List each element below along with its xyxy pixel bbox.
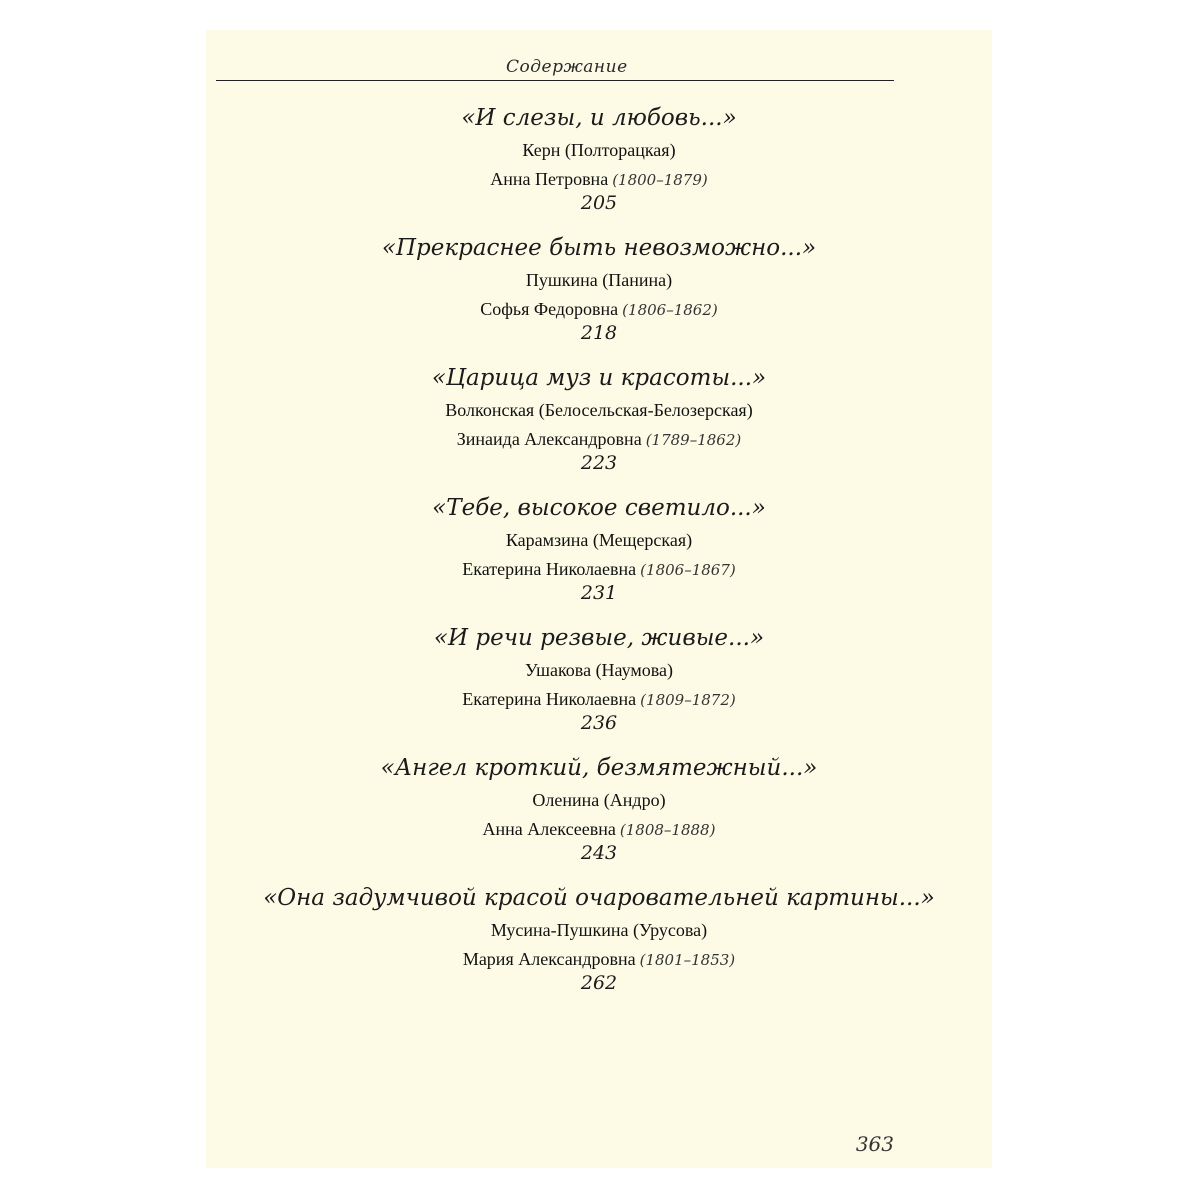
toc-entry [206,360,992,490]
entry-surname: Мусина-Пушкина (Урусова) [490,920,708,940]
entry-epigraph: «И слезы, и любовь...» [461,105,737,131]
entry-years: (1808–1888) [619,821,716,839]
header-rule [216,80,894,81]
entry-years: (1806–1862) [622,301,718,319]
entry-surname: Керн (Полторацкая) [522,140,676,160]
entry-page-number: 218 [580,322,618,344]
entry-surname: Ушакова (Наумова) [524,660,674,680]
entry-surname: Оленина (Андро) [532,790,666,810]
toc-entry [206,230,992,360]
entry-page-number: 205 [580,192,618,214]
entry-page-number: 236 [580,712,618,734]
entry-years: (1806–1867) [640,561,736,579]
table-of-contents [206,100,992,1010]
entry-epigraph: «Прекраснее быть невозможно...» [381,235,817,261]
entry-epigraph: «Ангел кроткий, безмятежный...» [380,755,818,781]
given-name-text: Екатерина Николаевна [462,559,637,579]
folio-page-number: 363 [855,1132,894,1156]
given-name-text: Зинаида Александровна [456,429,642,449]
toc-entry [206,880,992,1010]
book-page [206,30,992,1168]
given-name-text: Софья Федоровна [480,299,619,319]
entry-given-name [206,684,992,714]
entry-surname: Пушкина (Панина) [525,270,673,290]
toc-entry [206,100,992,230]
entry-years: (1809–1872) [640,691,736,709]
entry-epigraph: «Она задумчивой красой очаровательней картины...» [263,885,935,911]
toc-entry [206,750,992,880]
entry-given-name [206,294,992,324]
entry-page-number: 262 [580,972,618,994]
entry-years: (1789–1862) [645,431,742,449]
entry-epigraph: «И речи резвые, живые...» [433,625,765,651]
toc-entry [206,490,992,620]
entry-surname: Волконская (Белосельская-Белозерская) [445,400,753,420]
entry-page-number: 231 [580,582,618,604]
entry-surname: Карамзина (Мещерская) [505,530,693,550]
entry-given-name [206,164,992,194]
entry-epigraph: «Тебе, высокое светило...» [432,495,766,521]
given-name-text: Анна Алексеевна [482,819,616,839]
entry-years: (1801–1853) [639,951,736,969]
entry-years: (1800–1879) [612,171,708,189]
entry-given-name [206,944,992,974]
given-name-text: Мария Александровна [462,949,636,969]
given-name-text: Анна Петровна [490,169,609,189]
entry-page-number: 243 [580,842,618,864]
toc-entry [206,620,992,750]
entry-page-number: 223 [580,452,618,474]
entry-given-name [206,424,992,454]
running-header: Содержание [506,57,628,77]
entry-given-name [206,814,992,844]
entry-given-name [206,554,992,584]
entry-epigraph: «Царица муз и красоты...» [431,365,767,391]
given-name-text: Екатерина Николаевна [462,689,637,709]
